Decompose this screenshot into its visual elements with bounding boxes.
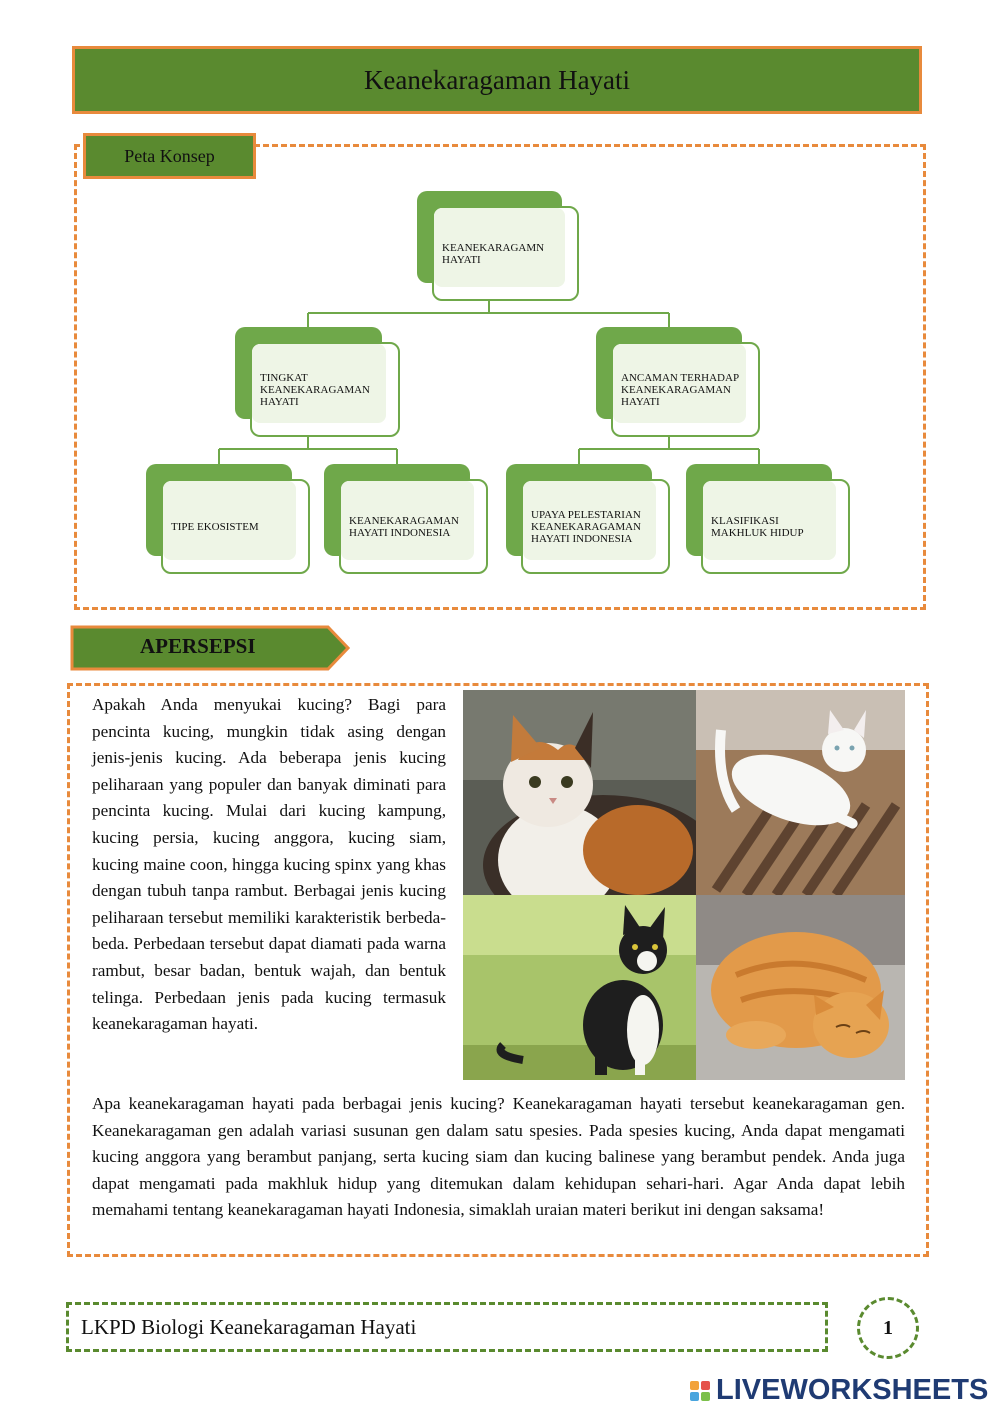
liveworksheets-text: LIVEWORKSHEETS bbox=[716, 1374, 989, 1406]
node-ancaman bbox=[596, 327, 760, 437]
liveworksheets-watermark bbox=[690, 1374, 988, 1407]
white-cat-photo bbox=[696, 690, 905, 895]
node-klasifikasi-label: KLASIFIKASI MAKHLUK HIDUP bbox=[711, 514, 804, 539]
tuxedo-cat-photo bbox=[463, 895, 696, 1080]
node-upaya-pelestarian-label: UPAYA PELESTARIAN KEANEKARAGAMAN HAYATI INDONESIA bbox=[531, 508, 641, 545]
orange-cat-photo bbox=[696, 895, 905, 1080]
section-title: APERSEPSI bbox=[140, 634, 256, 658]
cat-photo-collage bbox=[463, 690, 905, 1080]
node-tingkat-label: TINGKAT KEANEKARAGAMAN HAYATI bbox=[260, 371, 370, 408]
explanation-paragraph: Apa keanekaragaman hayati pada berbagai jenis kucing? Keanekaragaman hayati tersebut keanekaragaman gen. Keanekaragaman gen adalah variasi susunan gen dalam satu spesies. Pada spesies kucing, Anda dapat mengamati kucing anggora yang berambut panjang, serta kucing siam dan kucing balinese yang berambut pendek. Anda juga dapat mengamati pada makhluk hidup yang ditemukan dalam kehidupan sehari-hari. Agar Anda dapat lebih memahami tentang keanekaragaman hayati Indonesia, simaklah uraian materi berikut ini dengan saksama! bbox=[92, 1094, 905, 1220]
concept-map-label: Peta Konsep bbox=[83, 133, 256, 179]
intro-paragraph: Apakah Anda menyukai kucing? Bagi para pencinta kucing, mungkin tidak asing dengan jenis-jenis kucing. Ada beberapa jenis kucing peliharaan yang populer dan banyak diminati para pencinta kucing. Mulai dari kucing kampung, kucing persia, kucing anggora, kucing siam, kucing maine coon, hingga kucing spinx yang khas dengan tubuh tanpa rambut. Berbagai jenis kucing peliharaan tersebut memiliki karakteristik berbeda-beda. Perbedaan tersebut dapat diamati pada warna rambut, besar badan, bentuk wajah, dan bentuk telinga. Perbedaan jenis pada kucing termasuk keanekaragaman hayati. bbox=[92, 695, 446, 1034]
node-keanekaragaman-indonesia-label: KEANEKARAGAMAN HAYATI INDONESIA bbox=[349, 514, 459, 539]
page-number: 1 bbox=[857, 1297, 919, 1359]
page-title: Keanekaragaman Hayati bbox=[72, 46, 922, 114]
section-banner bbox=[70, 625, 350, 671]
node-tingkat bbox=[235, 327, 400, 437]
node-root bbox=[417, 191, 579, 301]
node-upaya-pelestarian bbox=[506, 464, 670, 574]
node-klasifikasi bbox=[686, 464, 850, 574]
footer-label: LKPD Biologi Keanekaragaman Hayati bbox=[66, 1302, 828, 1352]
node-keanekaragaman-indonesia bbox=[324, 464, 488, 574]
calico-cat-photo bbox=[463, 690, 696, 895]
node-ancaman-label: ANCAMAN TERHADAP KEANEKARAGAMAN HAYATI bbox=[621, 371, 740, 408]
liveworksheets-logo-icon bbox=[690, 1381, 710, 1401]
node-tipe-ekosistem bbox=[146, 464, 310, 574]
node-tipe-ekosistem-label: TIPE EKOSISTEM bbox=[171, 520, 259, 533]
node-root-label: KEANEKARAGAMN HAYATI bbox=[442, 241, 545, 266]
